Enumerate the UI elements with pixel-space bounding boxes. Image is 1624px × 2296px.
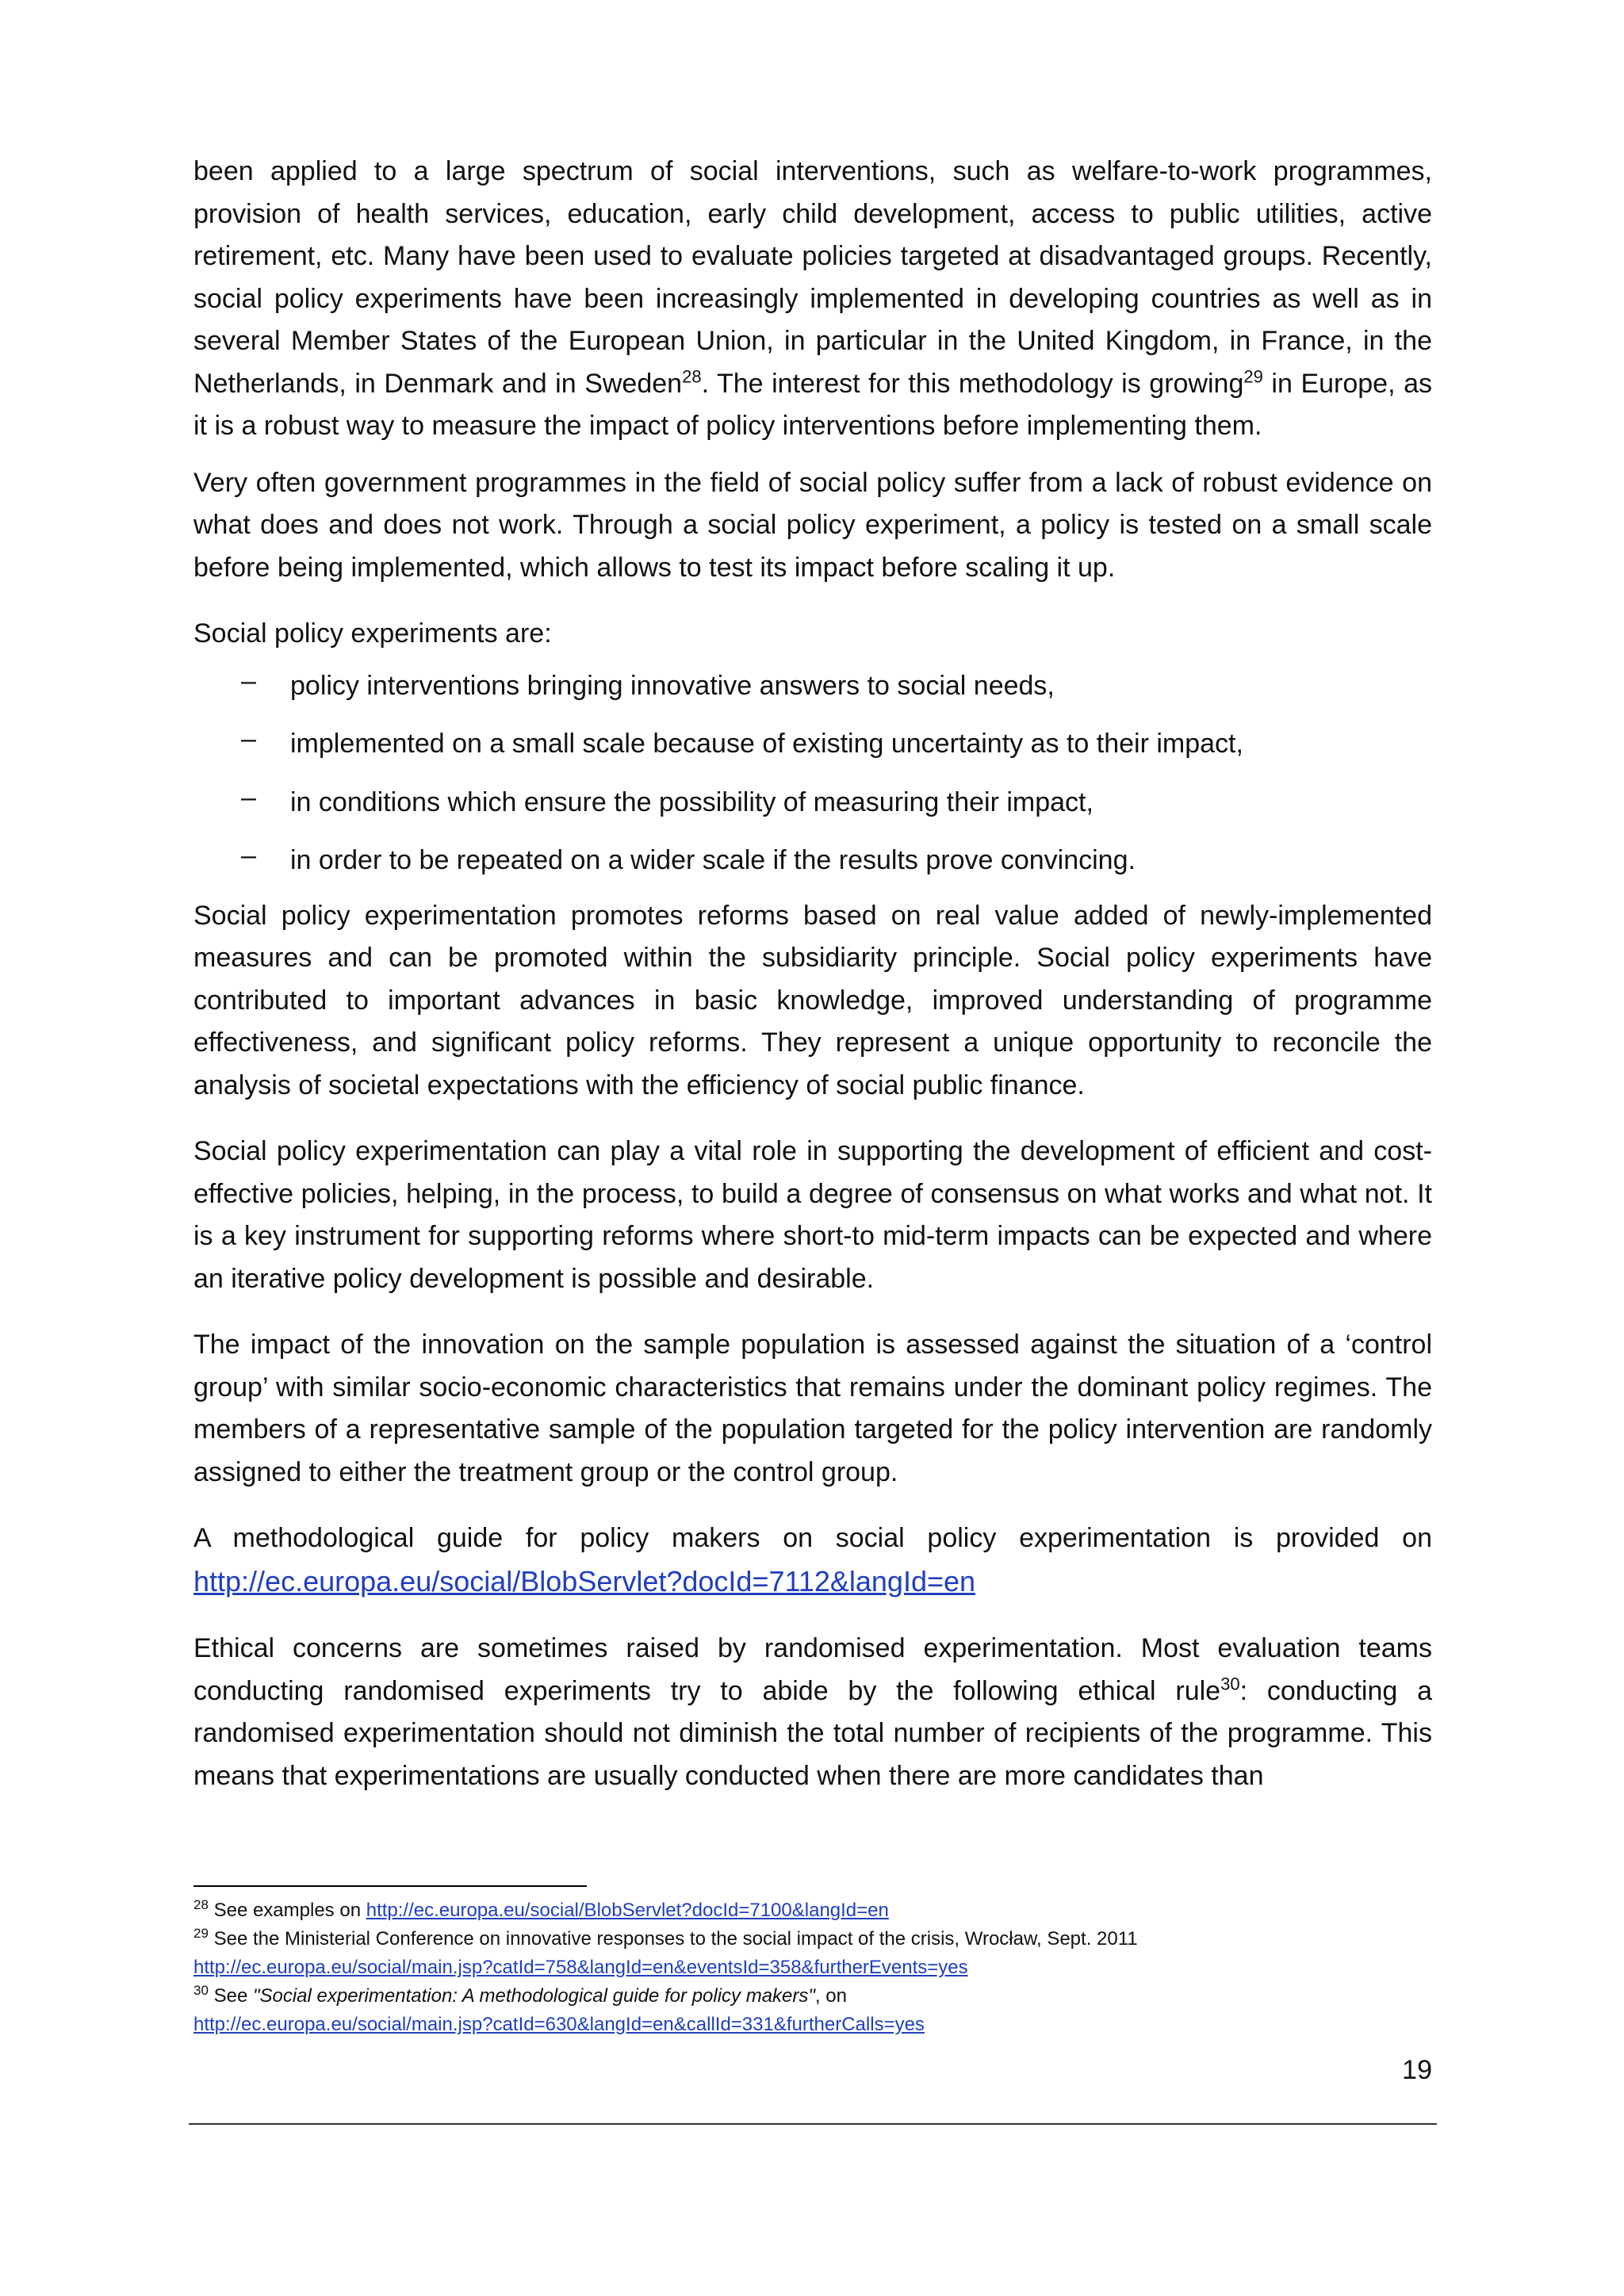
paragraph-8-text-a: Ethical concerns are sometimes raised by randomised experimentation. Most evaluation teams conducting randomised experiments try to abide by the following ethical rule [193,1633,1432,1706]
footnotes [193,1896,1432,2039]
paragraph-1 [193,151,1432,448]
experiments-list [193,665,1432,882]
footnote-separator [193,1885,587,1887]
footnote-text: See [208,1985,253,2007]
footnote-28-link[interactable]: http://ec.europa.eu/social/BlobServlet?docId=7100&langId=en [366,1900,889,1921]
list-item-text: policy interventions bringing innovative answers to social needs, [290,670,1055,701]
paragraph-7 [193,1517,1432,1604]
footnote-29-link-line [193,1954,1432,1982]
list-item [193,723,1432,766]
dash-bullet-icon: – [241,665,256,696]
list-item [193,665,1432,708]
paragraph-7-text: A methodological guide for policy makers on social policy experimentation is provided on [193,1523,1432,1553]
methodological-guide-link[interactable]: http://ec.europa.eu/social/BlobServlet?docId=7112&langId=en [193,1564,976,1598]
footnote-30-link[interactable]: http://ec.europa.eu/social/main.jsp?catId=630&langId=en&callId=331&furtherCalls=yes [193,2014,925,2035]
footnote-29 [193,1925,1432,1954]
footnote-ref-29[interactable]: 29 [1243,366,1263,387]
paragraph-5: Social policy experimentation can play a vital role in supporting the development of efficient and cost-effective policies, helping, in the process, to build a degree of consensus on what works and what not. It is a key instrument for supporting reforms where short-to mid-term impacts can be expected and where an iterative policy development is possible and desirable. [193,1136,1432,1294]
paragraph-2: Very often government programmes in the field of social policy suffer from a lack of robust evidence on what does and does not work. Through a social policy experiment, a policy is tested on a small scale before being implemented, which allows to test its impact before scaling it up. [193,467,1432,583]
paragraph-8 [193,1628,1432,1797]
page-number: 19 [1402,2055,1432,2085]
footnote-text: See examples on [208,1900,366,1921]
footnote-number: 29 [193,1926,209,1941]
dash-bullet-icon: – [241,724,256,754]
footer-rule [189,2123,1437,2125]
footnote-number: 30 [193,1983,209,1998]
paragraph-1-text-c: in Europe, as it is a robust way to measure the impact of policy interventions before implementing them. [193,368,1433,441]
paragraph-4: Social policy experimentation promotes reforms based on real value added of newly-implemented measures and can be promoted within the subsidiarity principle. Social policy experiments have contributed to important advances in basic knowledge, improved understanding of programme effectiveness, and significant policy reforms. They represent a unique opportunity to reconcile the analysis of societal expectations with the efficiency of social public finance. [193,900,1432,1100]
paragraph-3-intro: Social policy experiments are: [193,618,552,649]
list-item-text: in order to be repeated on a wider scale if the results prove convincing. [290,845,1136,875]
footnote-28 [193,1896,1432,1925]
list-item [193,840,1432,882]
list-item-text: implemented on a small scale because of existing uncertainty as to their impact, [290,729,1243,759]
footnote-30 [193,1982,1432,2011]
body-text [193,151,1432,1812]
footnote-29-link[interactable]: http://ec.europa.eu/social/main.jsp?catId=758&langId=en&eventsId=358&furtherEvents=yes [193,1957,968,1978]
footnote-number: 28 [193,1897,209,1912]
footnote-ref-30[interactable]: 30 [1220,1674,1240,1694]
footnote-text: , on [814,1985,847,2007]
footnote-30-link-line [193,2011,1432,2039]
dash-bullet-icon: – [241,782,256,813]
footnote-text: See the Ministerial Conference on innovative responses to the social impact of the crisis, Wrocław, Sept. 2011 [208,1928,1138,1950]
list-item-text: in conditions which ensure the possibility of measuring their impact, [290,786,1094,817]
footnote-ref-28[interactable]: 28 [682,366,702,387]
paragraph-1-text-b: . The interest for this methodology is growing [701,368,1244,399]
footnote-title: "Social experimentation: A methodological guide for policy makers" [252,1985,815,2007]
paragraph-6: The impact of the innovation on the sample population is assessed against the situation of a ‘control group’ with similar socio-economic characteristics that remains under the dominant policy regimes. The members of a representative sample of the population targeted for the policy intervention are randomly assigned to either the treatment group or the control group. [193,1330,1432,1487]
paragraph-1-text-a: been applied to a large spectrum of social interventions, such as welfare-to-work programmes, provision of health services, education, early child development, access to public utilities, active retirement, etc. Many have been used to evaluate policies targeted at disadvantaged groups. Recently, social policy experiments have been increasingly implemented in developing countries as well as in several Member States of the European Union, in particular in the United Kingdom, in France, in the Netherlands, in Denmark and in Sweden [193,156,1432,399]
paragraph-8-text-b: : conducting a randomised experimentation should not diminish the total number of recipients of the programme. This means that experimentations are usually conducted when there are more candidates than [193,1675,1432,1791]
list-item [193,782,1432,825]
dash-bullet-icon: – [241,840,256,871]
